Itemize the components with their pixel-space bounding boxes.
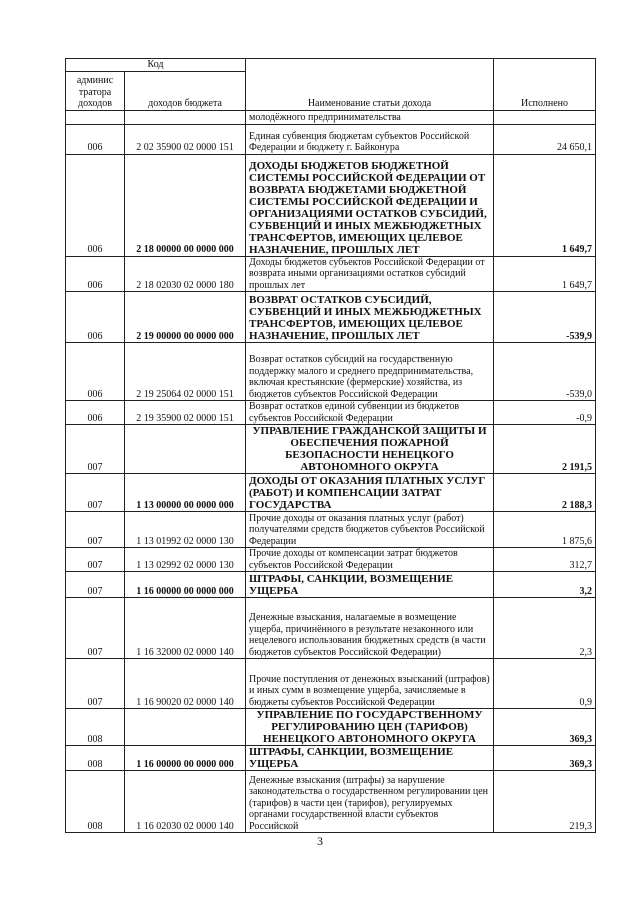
header-admin: админис тратора доходов bbox=[66, 71, 125, 110]
executed-value-cell: 2 191,5 bbox=[494, 425, 596, 474]
executed-value-cell: 3,2 bbox=[494, 572, 596, 598]
table-row bbox=[66, 425, 596, 474]
page-number: 3 bbox=[317, 834, 323, 848]
budget-table bbox=[65, 58, 596, 833]
budget-code-cell bbox=[125, 709, 246, 746]
budget-code-cell: 2 19 35900 02 0000 151 bbox=[125, 401, 246, 425]
executed-value-cell: 2,3 bbox=[494, 598, 596, 659]
executed-value-cell: 2 188,3 bbox=[494, 474, 596, 512]
budget-code-cell: 2 19 25064 02 0000 151 bbox=[125, 343, 246, 401]
budget-code-cell bbox=[125, 425, 246, 474]
item-name-cell: Денежные взыскания, налагаемые в возмещение ущерба, причинённого в результате незаконного или нецелевого использования бюджетных средств (в части бюджетов субъектов Российской Федерации) bbox=[246, 598, 494, 659]
item-name-cell: УПРАВЛЕНИЕ ГРАЖДАНСКОЙ ЗАЩИТЫ И ОБЕСПЕЧЕНИЯ ПОЖАРНОЙ БЕЗОПАСНОСТИ НЕНЕЦКОГО АВТОНОМНОГО ОКРУГА bbox=[246, 425, 494, 474]
item-name-cell: Доходы бюджетов субъектов Российской Федерации от возврата иными организациями остатков субсидий прошлых лет bbox=[246, 256, 494, 292]
executed-value-cell: -539,0 bbox=[494, 343, 596, 401]
header-kod: Код bbox=[66, 59, 246, 72]
executed-value-cell: 24 650,1 bbox=[494, 124, 596, 154]
table-row bbox=[66, 124, 596, 154]
executed-value-cell: 1 649,7 bbox=[494, 154, 596, 256]
table-row bbox=[66, 548, 596, 572]
item-name-cell: Единая субвенция бюджетам субъектов Российской Федерации и бюджету г. Байконура bbox=[246, 124, 494, 154]
item-name-cell: Прочие доходы от компенсации затрат бюджетов субъектов Российской Федерации bbox=[246, 548, 494, 572]
admin-code-cell: 006 bbox=[66, 343, 125, 401]
budget-code-cell: 1 16 02030 02 0000 140 bbox=[125, 771, 246, 833]
admin-code-cell: 006 bbox=[66, 256, 125, 292]
item-name-cell: ШТРАФЫ, САНКЦИИ, ВОЗМЕЩЕНИЕ УЩЕРБА bbox=[246, 746, 494, 771]
item-name-cell: ВОЗВРАТ ОСТАТКОВ СУБСИДИЙ, СУБВЕНЦИЙ И ИНЫХ МЕЖБЮДЖЕТНЫХ ТРАНСФЕРТОВ, ИМЕЮЩИХ ЦЕЛЕВОЕ НАЗНАЧЕНИЕ, ПРОШЛЫХ ЛЕТ bbox=[246, 292, 494, 343]
admin-code-cell: 008 bbox=[66, 746, 125, 771]
table-row bbox=[66, 110, 596, 124]
table-row bbox=[66, 292, 596, 343]
table-header bbox=[66, 59, 596, 111]
admin-code-cell: 008 bbox=[66, 771, 125, 833]
budget-code-cell: 1 16 00000 00 0000 000 bbox=[125, 572, 246, 598]
executed-value-cell: -539,9 bbox=[494, 292, 596, 343]
item-name-cell: Возврат остатков единой субвенции из бюджетов субъектов Российской Федерации bbox=[246, 401, 494, 425]
executed-value-cell: 312,7 bbox=[494, 548, 596, 572]
table-row bbox=[66, 771, 596, 833]
table-row bbox=[66, 598, 596, 659]
budget-code-cell: 2 19 00000 00 0000 000 bbox=[125, 292, 246, 343]
budget-code-cell: 1 16 32000 02 0000 140 bbox=[125, 598, 246, 659]
table-row bbox=[66, 572, 596, 598]
item-name-cell: ДОХОДЫ БЮДЖЕТОВ БЮДЖЕТНОЙ СИСТЕМЫ РОССИЙСКОЙ ФЕДЕРАЦИИ ОТ ВОЗВРАТА БЮДЖЕТАМИ БЮДЖЕТНОЙ СИСТЕМЫ РОССИЙСКОЙ ФЕДЕРАЦИИ И ОРГАНИЗАЦИЯМИ ОСТАТКОВ СУБСИДИЙ, СУБВЕНЦИЙ И ИНЫХ МЕЖБЮДЖЕТНЫХ ТРАНСФЕРТОВ, ИМЕЮЩИХ ЦЕЛЕВОЕ НАЗНАЧЕНИЕ, ПРОШЛЫХ ЛЕТ bbox=[246, 154, 494, 256]
executed-value-cell: 369,3 bbox=[494, 746, 596, 771]
table-row bbox=[66, 746, 596, 771]
table-row bbox=[66, 154, 596, 256]
admin-code-cell: 006 bbox=[66, 124, 125, 154]
executed-value-cell bbox=[494, 110, 596, 124]
header-code: доходов бюджета bbox=[125, 71, 246, 110]
item-name-cell: Возврат остатков субсидий на государственную поддержку малого и среднего предпринимательства, включая крестьянские (фермерские) хозяйства, из бюджетов субъектов Российской Федерации bbox=[246, 343, 494, 401]
budget-code-cell: 2 02 35900 02 0000 151 bbox=[125, 124, 246, 154]
executed-value-cell: -0,9 bbox=[494, 401, 596, 425]
executed-value-cell: 1 649,7 bbox=[494, 256, 596, 292]
admin-code-cell: 007 bbox=[66, 474, 125, 512]
budget-code-cell: 1 13 00000 00 0000 000 bbox=[125, 474, 246, 512]
item-name-cell: Денежные взыскания (штрафы) за нарушение законодательства о государственном регулировании цен (тарифов) в части цен (тарифов), регулируемых органами государственной власти субъектов Российской bbox=[246, 771, 494, 833]
table-row bbox=[66, 474, 596, 512]
admin-code-cell: 007 bbox=[66, 548, 125, 572]
item-name-cell: ДОХОДЫ ОТ ОКАЗАНИЯ ПЛАТНЫХ УСЛУГ (РАБОТ) И КОМПЕНСАЦИИ ЗАТРАТ ГОСУДАРСТВА bbox=[246, 474, 494, 512]
header-name: Наименование статьи дохода bbox=[246, 59, 494, 111]
budget-code-cell bbox=[125, 110, 246, 124]
admin-code-cell: 008 bbox=[66, 709, 125, 746]
item-name-cell: УПРАВЛЕНИЕ ПО ГОСУДАРСТВЕННОМУ РЕГУЛИРОВАНИЮ ЦЕН (ТАРИФОВ) НЕНЕЦКОГО АВТОНОМНОГО ОКРУГА bbox=[246, 709, 494, 746]
budget-code-cell: 2 18 00000 00 0000 000 bbox=[125, 154, 246, 256]
executed-value-cell: 0,9 bbox=[494, 659, 596, 709]
table-row bbox=[66, 401, 596, 425]
table-row bbox=[66, 256, 596, 292]
budget-code-cell: 1 16 00000 00 0000 000 bbox=[125, 746, 246, 771]
budget-code-cell: 1 13 02992 02 0000 130 bbox=[125, 548, 246, 572]
admin-code-cell: 006 bbox=[66, 292, 125, 343]
item-name-cell: молодёжного предпринимательства bbox=[246, 110, 494, 124]
budget-code-cell: 1 16 90020 02 0000 140 bbox=[125, 659, 246, 709]
table-row bbox=[66, 709, 596, 746]
admin-code-cell: 007 bbox=[66, 598, 125, 659]
executed-value-cell: 369,3 bbox=[494, 709, 596, 746]
item-name-cell: ШТРАФЫ, САНКЦИИ, ВОЗМЕЩЕНИЕ УЩЕРБА bbox=[246, 572, 494, 598]
admin-code-cell: 007 bbox=[66, 425, 125, 474]
admin-code-cell: 006 bbox=[66, 154, 125, 256]
admin-code-cell: 007 bbox=[66, 659, 125, 709]
table-body bbox=[66, 110, 596, 833]
header-value: Исполнено bbox=[494, 59, 596, 111]
table-row bbox=[66, 659, 596, 709]
admin-code-cell: 007 bbox=[66, 572, 125, 598]
admin-code-cell bbox=[66, 110, 125, 124]
budget-code-cell: 1 13 01992 02 0000 130 bbox=[125, 512, 246, 548]
item-name-cell: Прочие доходы от оказания платных услуг (работ) получателями средств бюджетов субъектов Российской Федерации bbox=[246, 512, 494, 548]
admin-code-cell: 007 bbox=[66, 512, 125, 548]
executed-value-cell: 219,3 bbox=[494, 771, 596, 833]
executed-value-cell: 1 875,6 bbox=[494, 512, 596, 548]
admin-code-cell: 006 bbox=[66, 401, 125, 425]
table-row bbox=[66, 343, 596, 401]
table-row bbox=[66, 512, 596, 548]
item-name-cell: Прочие поступления от денежных взысканий (штрафов) и иных сумм в возмещение ущерба, зачисляемые в бюджеты субъектов Российской Федерации bbox=[246, 659, 494, 709]
budget-code-cell: 2 18 02030 02 0000 180 bbox=[125, 256, 246, 292]
